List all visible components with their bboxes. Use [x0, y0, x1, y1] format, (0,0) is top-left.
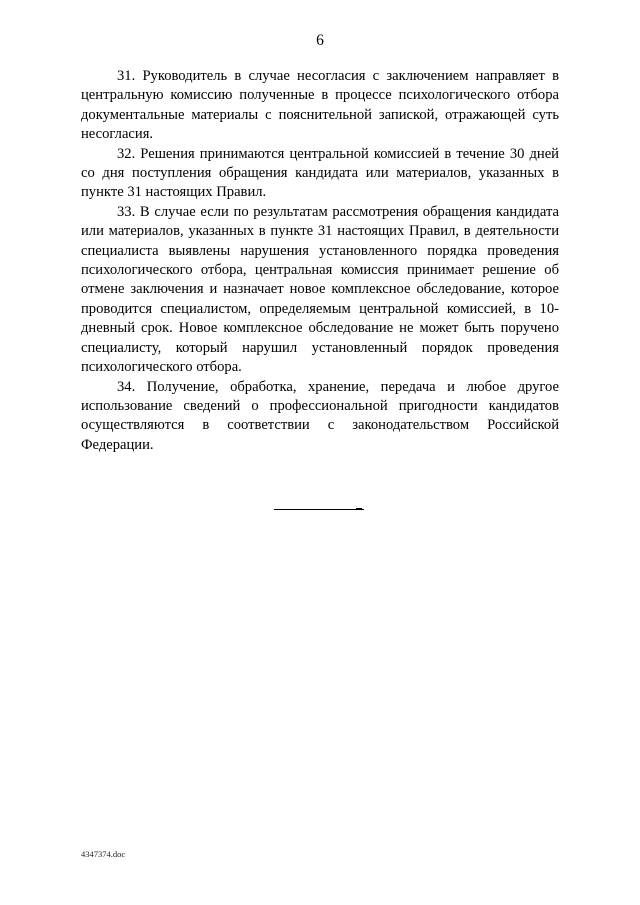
document-body [81, 67, 559, 455]
paragraph-32: 32. Решения принимаются центральной комиссией в течение 30 дней со дня поступления обращения кандидата или материалов, указанных в пункте 31 настоящих Правил. [81, 145, 559, 201]
footer-filename: 4347374.doc [81, 849, 126, 859]
paragraph-33: 33. В случае если по результатам рассмотрения обращения кандидата или материалов, указанных в пункте 31 настоящих Правил, в деятельности специалиста выявлены нарушения установленного порядка проведения психологического отбора, центральная комиссия принимает решение об отмене заключения и назначает новое комплексное обследование, которое проводится специалистом, определяемым центральной комиссией, в 10-дневный срок. Новое комплексное обследование не может быть поручено специалисту, который нарушил установленный порядок проведения психологического отбора. [81, 203, 559, 376]
end-divider-line [274, 509, 364, 510]
end-divider-tick [356, 508, 362, 510]
paragraph-31: 31. Руководитель в случае несогласия с заключением направляет в центральную комиссию полученные в процессе психологического отбора документальные материалы с пояснительной запиской, отражающей суть несогласия. [81, 68, 559, 143]
paragraph-34: 34. Получение, обработка, хранение, передача и любое другое использование сведений о профессиональной пригодности кандидатов осуществляются в соответствии с законодательством Российской Федерации. [81, 378, 559, 453]
page-number: 6 [316, 32, 324, 49]
